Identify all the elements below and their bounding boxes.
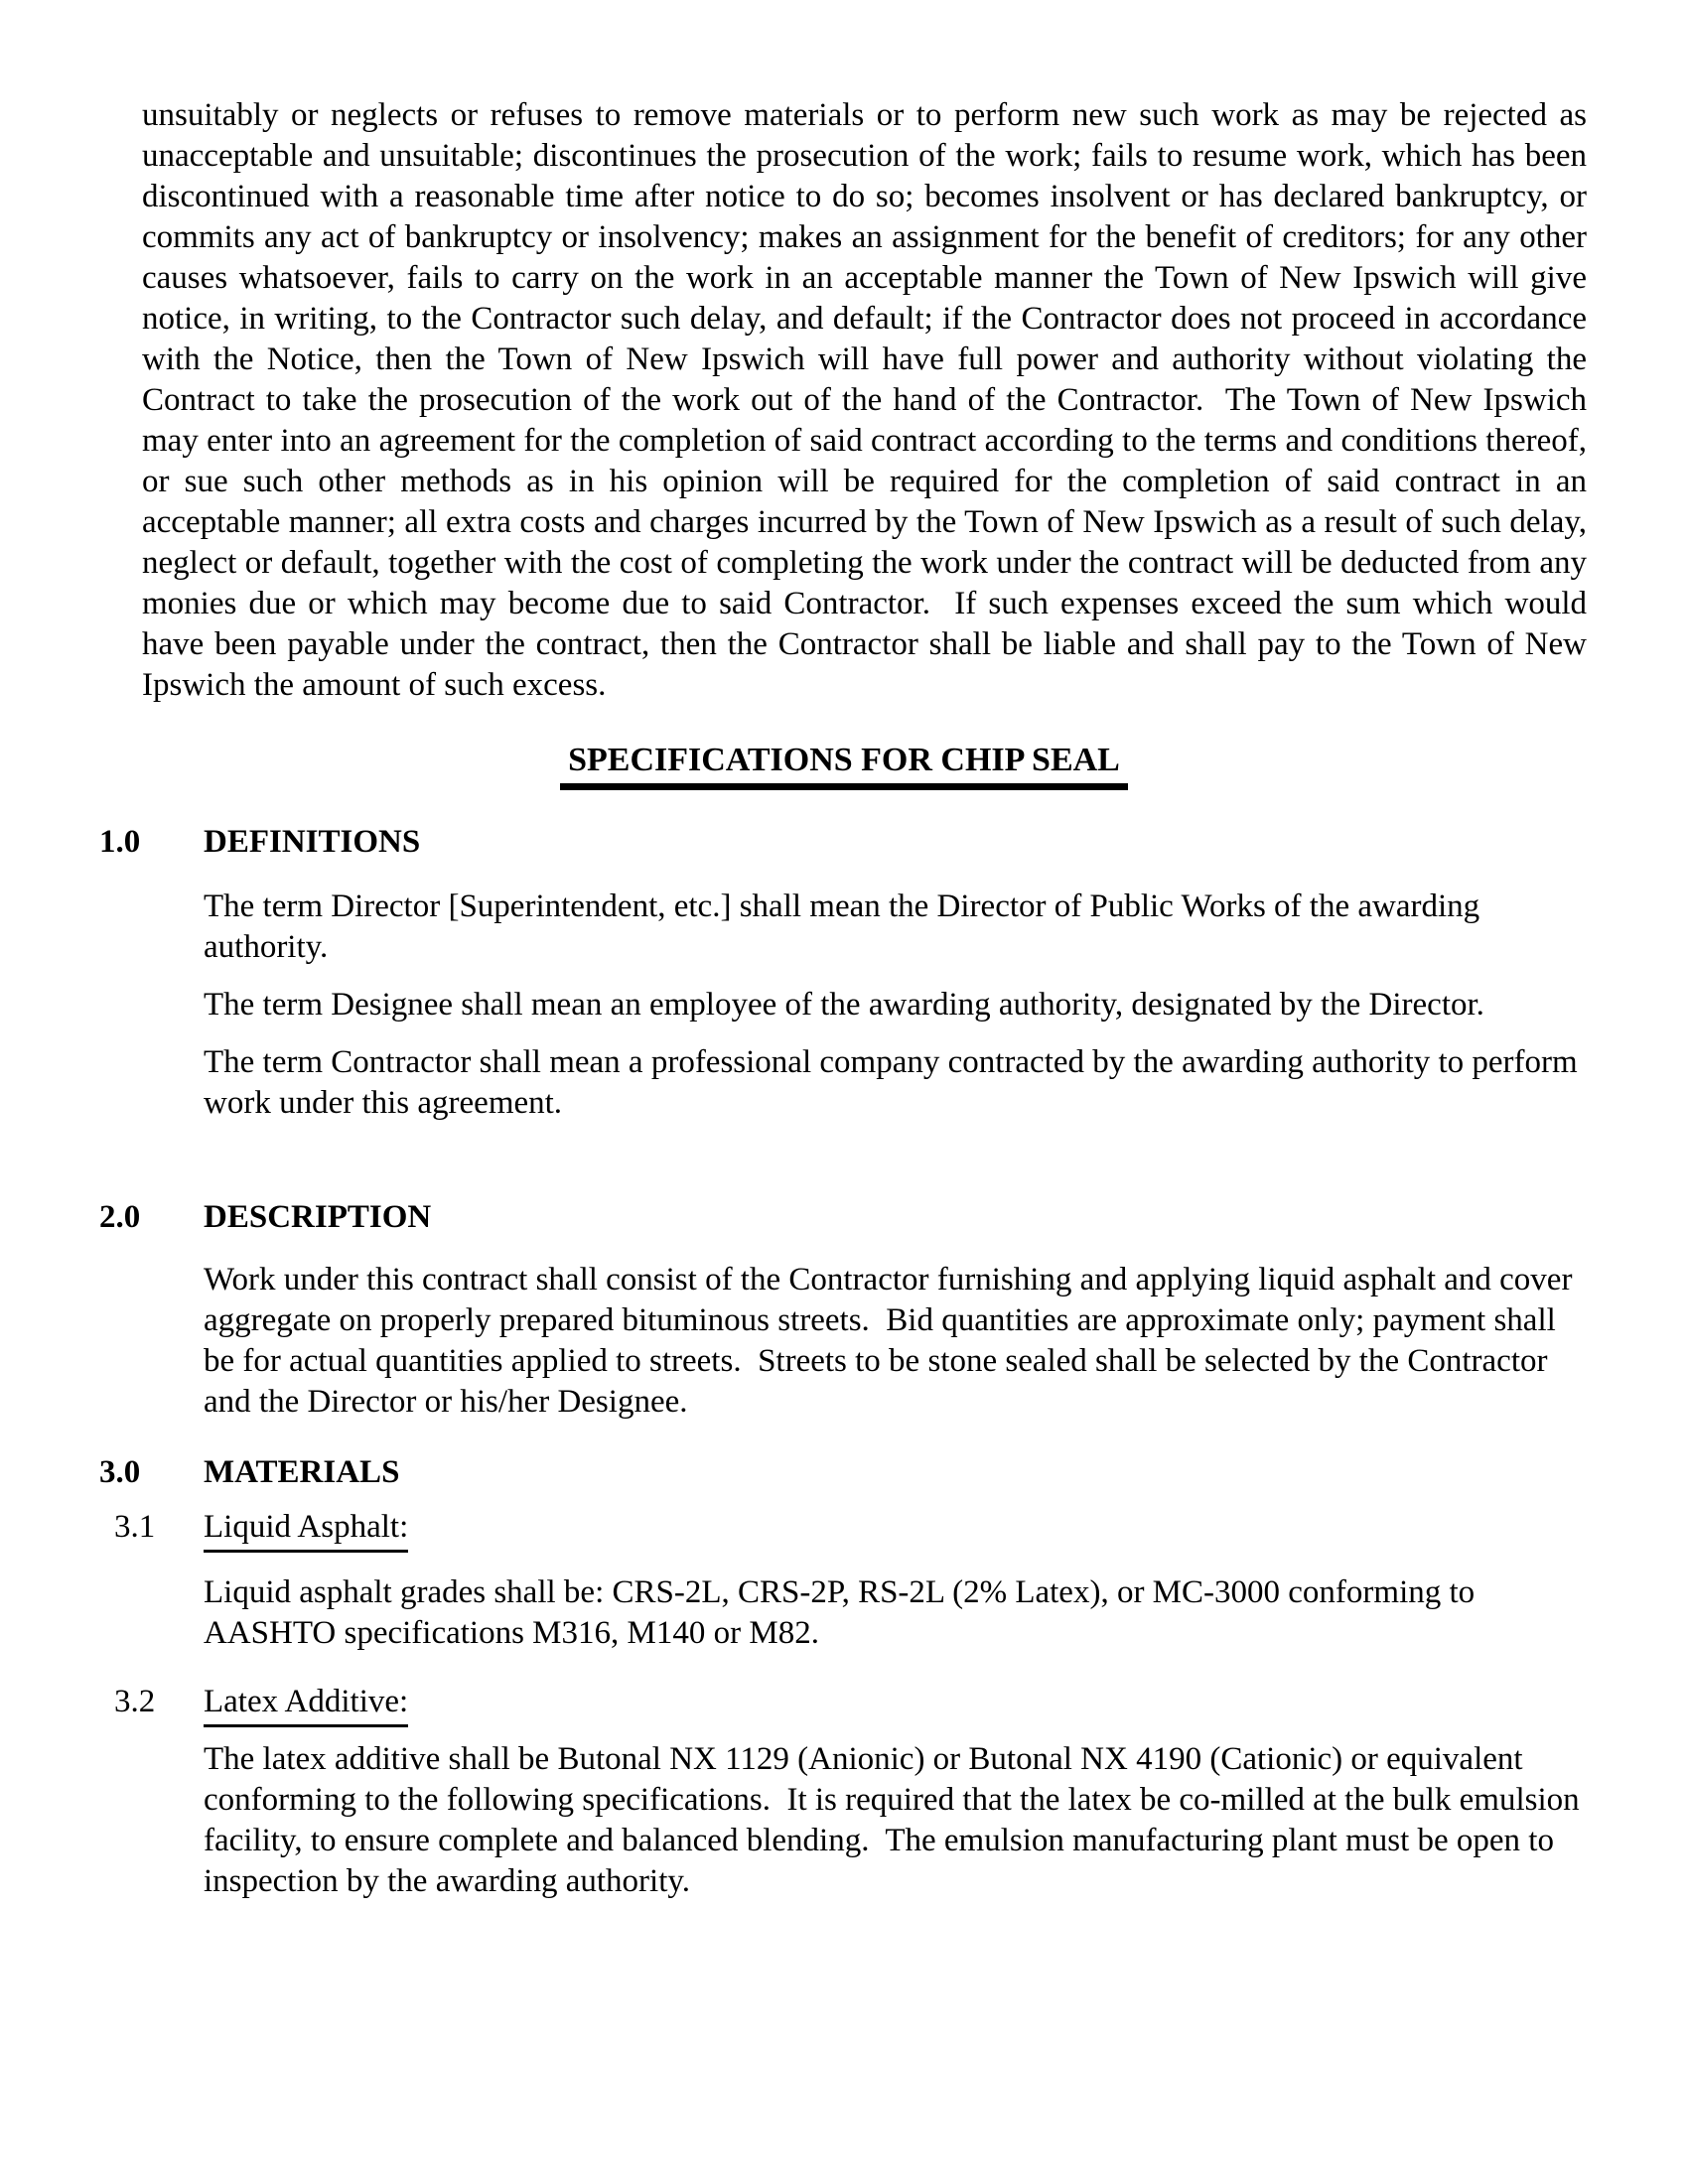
definitions-paragraph-designee: The term Designee shall mean an employee of the awarding authority, designated by the Director.: [204, 987, 1484, 1023]
intro-paragraph: unsuitably or neglects or refuses to remove materials or to perform new such work as may be rejected as unacceptable and unsuitable; discontinues the prosecution of the work; fails to resume work, which has been discontinued with a reasonable time after notice to do so; becomes insolvent or has declared bankruptcy, or commits any act of bankruptcy or insolvency; makes an assignment for the benefit of creditors; for any other causes whatsoever, fails to carry on the work in an acceptable manner the Town of New Ipswich will give notice, in writing, to the Contractor such delay, and default; if the Contractor does not proceed in accordance with the Notice, then the Town of New Ipswich will have full power and authority without violating the Contract to take the prosecution of the work out of the hand of the Contractor. The Town of New Ipswich may enter into an agreement for the completion of said contract according to the terms and conditions thereof, or sue such other methods as in his opinion will be required for the completion of said contract in an acceptable manner; all extra costs and charges incurred by the Town of New Ipswich as a result of such delay, neglect or default, together with the cost of completing the work under the contract will be deducted from any monies due or which may become due to said Contractor. If such expenses exceed the sum which would have been payable under the contract, then the Contractor shall be liable and shall pay to the Town of New Ipswich the amount of such excess.: [142, 97, 1596, 703]
section-number: 2.0: [99, 1199, 141, 1235]
subsection-number: 3.2: [114, 1684, 156, 1719]
section-heading-definitions: [99, 822, 1587, 863]
subsection-heading-liquid-asphalt: [114, 1507, 1587, 1553]
section-heading-materials: [99, 1452, 1587, 1493]
definitions-paragraph-director: The term Director [Superintendent, etc.] shall mean the Director of Public Works of the awarding authority.: [204, 888, 1488, 965]
section-number: 3.0: [99, 1454, 141, 1490]
subsection-title: Latex Additive:: [204, 1682, 408, 1727]
latex-additive-paragraph: The latex additive shall be Butonal NX 1129 (Anionic) or Butonal NX 4190 (Cationic) or equivalent conforming to the following specifications. It is required that the latex be co-milled at the bulk emulsion facility, to ensure complete and balanced blending. The emulsion manufacturing plant must be open to inspection by the awarding authority.: [204, 1741, 1588, 1899]
title-row: [0, 740, 1688, 790]
subsection-number: 3.1: [114, 1509, 156, 1545]
definitions-paragraph-contractor: The term Contractor shall mean a professional company contracted by the awarding authority to perform work under this agreement.: [204, 1044, 1586, 1121]
section-title: MATERIALS: [204, 1454, 400, 1490]
section-number: 1.0: [99, 824, 141, 860]
subsection-heading-latex-additive: [114, 1682, 1587, 1727]
liquid-asphalt-paragraph: Liquid asphalt grades shall be: CRS-2L, CRS-2P, RS-2L (2% Latex), or MC-3000 conforming to AASHTO specifications M316, M140 or M82.: [204, 1574, 1481, 1651]
description-paragraph: Work under this contract shall consist of the Contractor furnishing and applying liquid asphalt and cover aggregate on properly prepared bituminous streets. Bid quantities are approximate only; payment shall be for actual quantities applied to streets. Streets to be stone sealed shall be selected by the Contractor and the Director or his/her Designee.: [204, 1262, 1581, 1420]
subsection-title: Liquid Asphalt:: [204, 1507, 408, 1553]
document-title: SPECIFICATIONS FOR CHIP SEAL: [560, 740, 1128, 790]
section-heading-description: [99, 1197, 1587, 1238]
section-title: DEFINITIONS: [204, 824, 421, 860]
section-title: DESCRIPTION: [204, 1199, 432, 1235]
